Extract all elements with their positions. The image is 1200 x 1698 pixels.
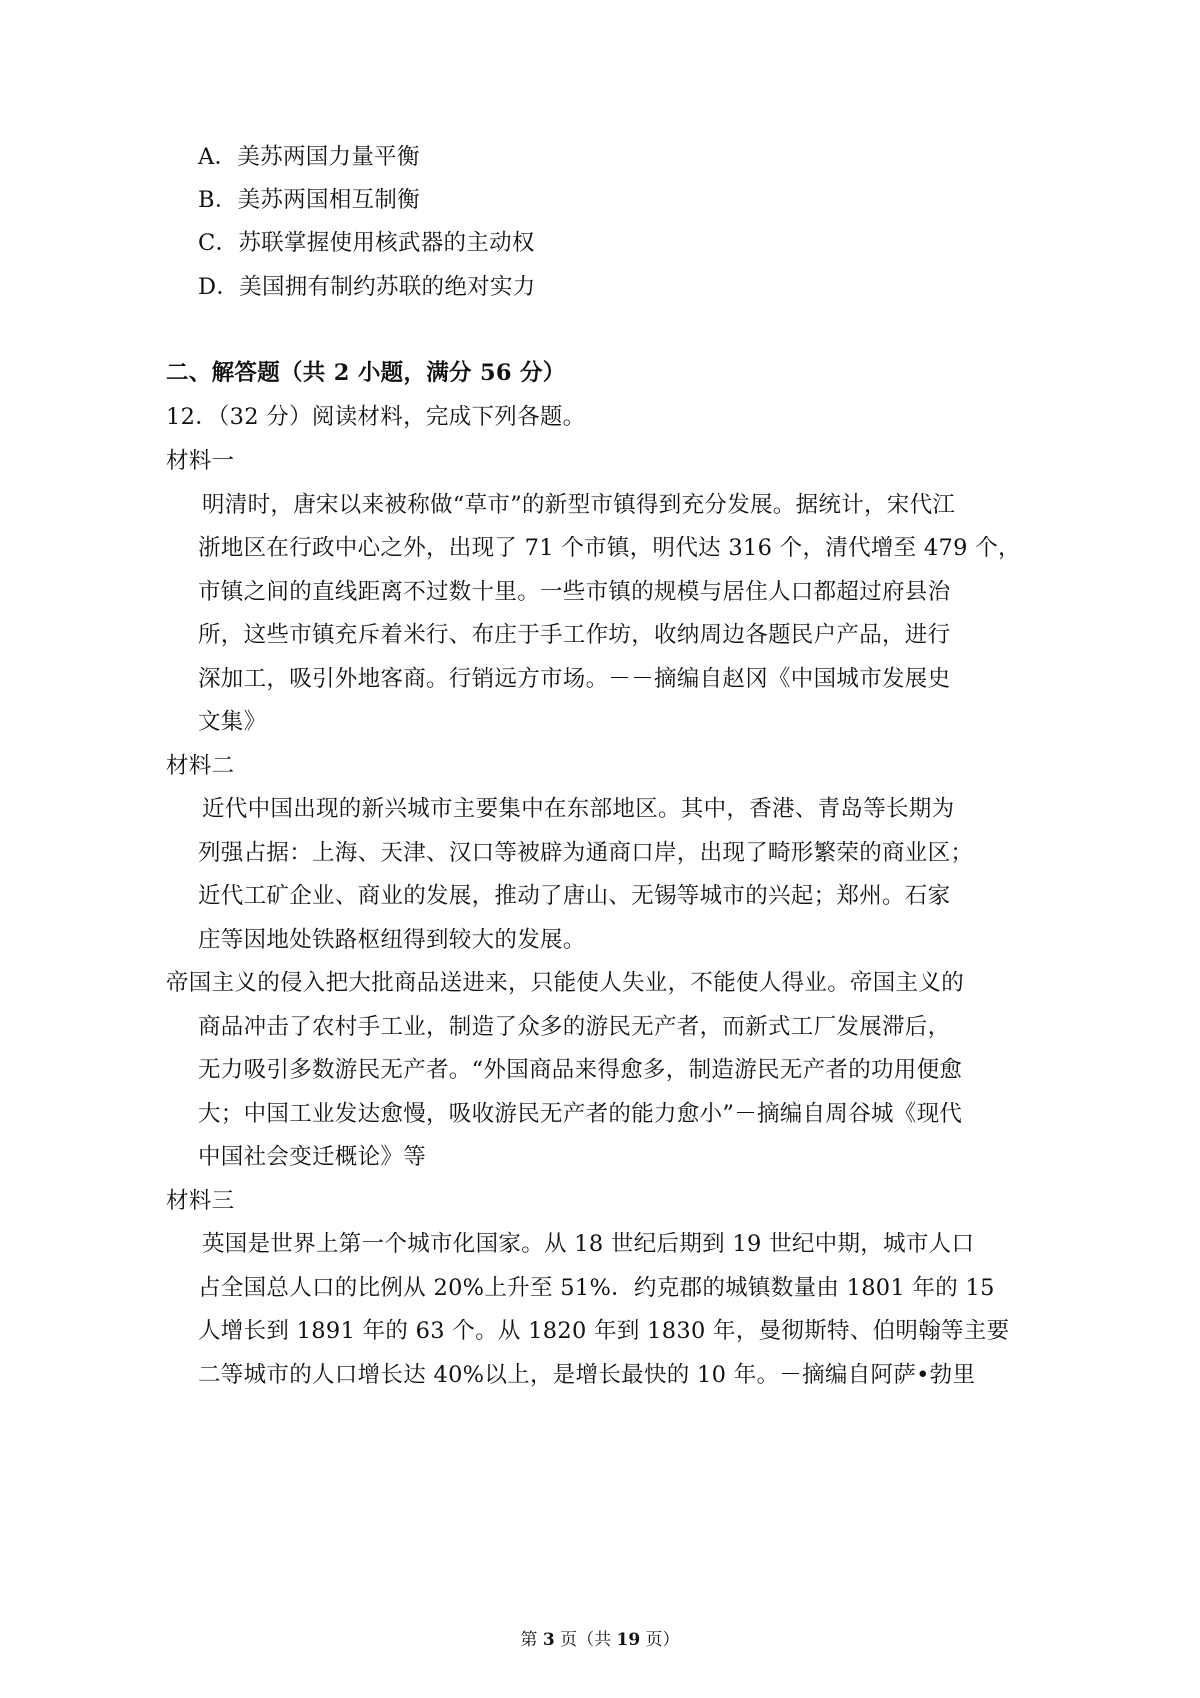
material2-line: 近代工矿企业、商业的发展，推动了唐山、无锡等城市的兴起；郑州。石家 (198, 883, 951, 909)
footer-middle: 页（共 (554, 1630, 617, 1650)
material2-para2-line: 中国社会变迁概论》等 (198, 1144, 427, 1170)
footer-suffix: 页） (640, 1630, 680, 1650)
option-a: A．美苏两国力量平衡 (198, 144, 420, 170)
page-footer (0, 1628, 1200, 1652)
material3-line: 人增长到 1891 年的 63 个。从 1820 年到 1830 年，曼彻斯特、伯明翰等主要 (198, 1318, 1010, 1344)
material1-line: 文集》 (198, 709, 267, 735)
material1-line: 深加工，吸引外地客商。行销远方市场。－－摘编自赵冈《中国城市发展史 (198, 666, 951, 692)
material1-line: 所，这些市镇充斥着米行、布庄于手工作坊，收纳周边各题民户产品，进行 (198, 622, 951, 648)
footer-total-pages: 19 (616, 1630, 641, 1650)
material2-para2-line: 帝国主义的侵入把大批商品送进来，只能使人失业，不能使人得业。帝国主义的 (166, 970, 965, 996)
option-b: B．美苏两国相互制衡 (198, 187, 421, 213)
material1-line: 浙地区在行政中心之外，出现了 71 个市镇，明代达 316 个，清代增至 479 个， (198, 535, 1021, 561)
material1-line: 市镇之间的直线距离不过数十里。一些市镇的规模与居住人口都超过府县治 (198, 579, 951, 605)
material2-para2-line: 商品冲击了农村手工业，制造了众多的游民无产者，而新式工厂发展滞后， (198, 1014, 951, 1040)
option-c: C．苏联掌握使用核武器的主动权 (198, 230, 535, 256)
material2-label: 材料二 (166, 753, 235, 779)
material2-para2-line: 无力吸引多数游民无产者。“外国商品来得愈多，制造游民无产者的功用便愈 (198, 1057, 963, 1083)
material2-para2-line: 大；中国工业发达愈慢，吸收游民无产者的能力愈小”－摘编自周谷城《现代 (198, 1101, 963, 1127)
material3-line: 二等城市的人口增长达 40%以上，是增长最快的 10 年。－摘编自阿萨•勃里 (198, 1362, 976, 1388)
question-stem: 12．（32 分）阅读材料，完成下列各题。 (166, 404, 586, 430)
material1-label: 材料一 (166, 448, 235, 474)
footer-page-number: 3 (542, 1630, 555, 1650)
material1-line: 明清时，唐宋以来被称做“草市”的新型市镇得到充分发展。据统计，宋代江 (202, 492, 956, 518)
material2-line: 近代中国出现的新兴城市主要集中在东部地区。其中，香港、青岛等长期为 (202, 796, 955, 822)
material2-line: 庄等因地处铁路枢纽得到较大的发展。 (198, 927, 586, 953)
material3-line: 英国是世界上第一个城市化国家。从 18 世纪后期到 19 世纪中期，城市人口 (202, 1231, 975, 1257)
material3-line: 占全国总人口的比例从 20%上升至 51%．约克郡的城镇数量由 1801 年的 15 (198, 1275, 995, 1301)
material3-label: 材料三 (166, 1188, 235, 1214)
option-d: D．美国拥有制约苏联的绝对实力 (198, 274, 536, 300)
section-heading: 二、解答题（共 2 小题，满分 56 分） (166, 360, 566, 386)
footer-prefix: 第 (520, 1630, 543, 1650)
material2-line: 列强占据：上海、天津、汉口等被辟为通商口岸，出现了畸形繁荣的商业区； (198, 840, 974, 866)
